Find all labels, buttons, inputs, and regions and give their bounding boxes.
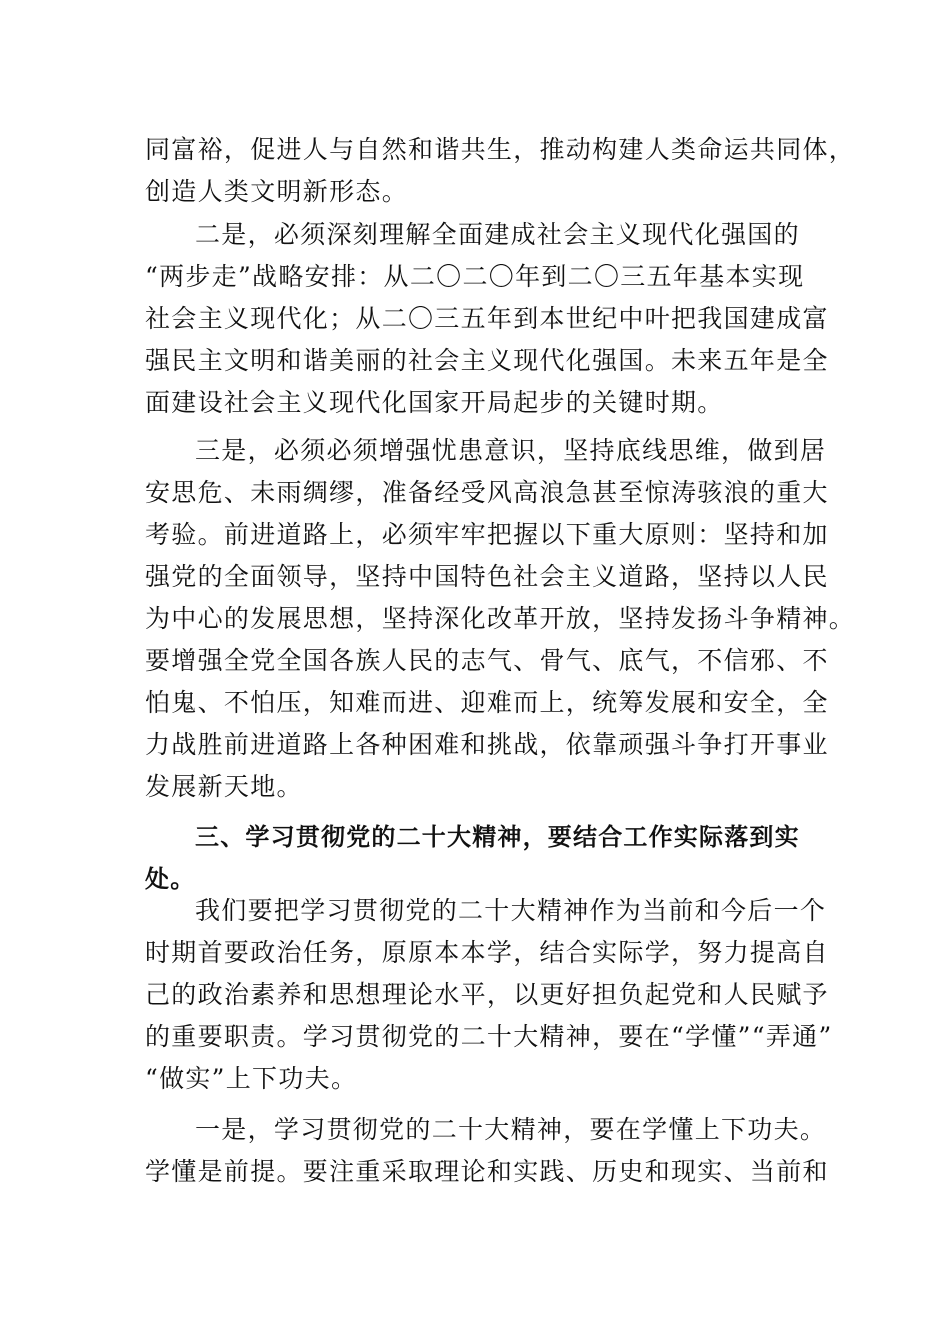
text-line: 强党的全面领导，坚持中国特色社会主义道路，坚持以人民: [145, 562, 829, 591]
text-line: 面建设社会主义现代化国家开局起步的关键时期。: [145, 388, 724, 417]
paragraph-risk-awareness: [145, 430, 856, 808]
text-line: 安思危、未雨绸缪，准备经受风高浪急甚至惊涛骇浪的重大: [145, 478, 829, 507]
text-line: 时期首要政治任务，原原本本学，结合实际学，努力提高自: [145, 938, 829, 967]
text-line: 己的政治素养和思想理论水平，以更好担负起党和人民赋予: [145, 980, 829, 1009]
text-line: 同富裕，促进人与自然和谐共生，推动构建人类命运共同体，: [145, 135, 856, 164]
text-line: 我们要把学习贯彻党的二十大精神作为当前和今后一个: [195, 896, 827, 925]
text-line: 创造人类文明新形态。: [145, 177, 409, 206]
heading-line: 三、学习贯彻党的二十大精神，要结合工作实际落到实: [195, 823, 800, 851]
text-line: 为中心的发展思想，坚持深化改革开放，坚持发扬斗争精神。: [145, 604, 856, 633]
text-line: 力战胜前进道路上各种困难和挑战，依靠顽强斗争打开事业: [145, 730, 829, 759]
text-line: 二是，必须深刻理解全面建成社会主义现代化强国的: [195, 220, 800, 249]
text-line: 三是，必须必须增强忧患意识，坚持底线思维，做到居: [195, 436, 827, 465]
text-line: 强民主文明和谐美丽的社会主义现代化强国。未来五年是全: [145, 346, 829, 375]
text-line: 的重要职责。学习贯彻党的二十大精神，要在“学懂”“弄通”: [145, 1022, 833, 1051]
text-line: 要增强全党全国各族人民的志气、骨气、底气，不信邪、不: [145, 646, 829, 675]
section-heading: [145, 816, 810, 900]
text-line: 学懂是前提。要注重采取理论和实践、历史和现实、当前和: [145, 1157, 829, 1186]
text-line: “做实”上下功夫。: [145, 1064, 358, 1093]
text-line: 考验。前进道路上，必须牢牢把握以下重大原则：坚持和加: [145, 520, 829, 549]
paragraph-two-step-strategy: [145, 214, 829, 424]
paragraph-study-task: [145, 890, 833, 1100]
text-line: 怕鬼、不怕压，知难而进、迎难而上，统筹发展和安全，全: [145, 688, 829, 717]
text-line: “两步走”战略安排：从二〇二〇年到二〇三五年基本实现: [145, 262, 805, 291]
paragraph-continuation: [145, 129, 856, 213]
text-line: 发展新天地。: [145, 772, 303, 801]
paragraph-learn-understand: [145, 1109, 829, 1193]
heading-line: 处。: [145, 865, 196, 893]
text-line: 一是，学习贯彻党的二十大精神，要在学懂上下功夫。: [195, 1115, 827, 1144]
text-line: 社会主义现代化；从二〇三五年到本世纪中叶把我国建成富: [145, 304, 829, 333]
